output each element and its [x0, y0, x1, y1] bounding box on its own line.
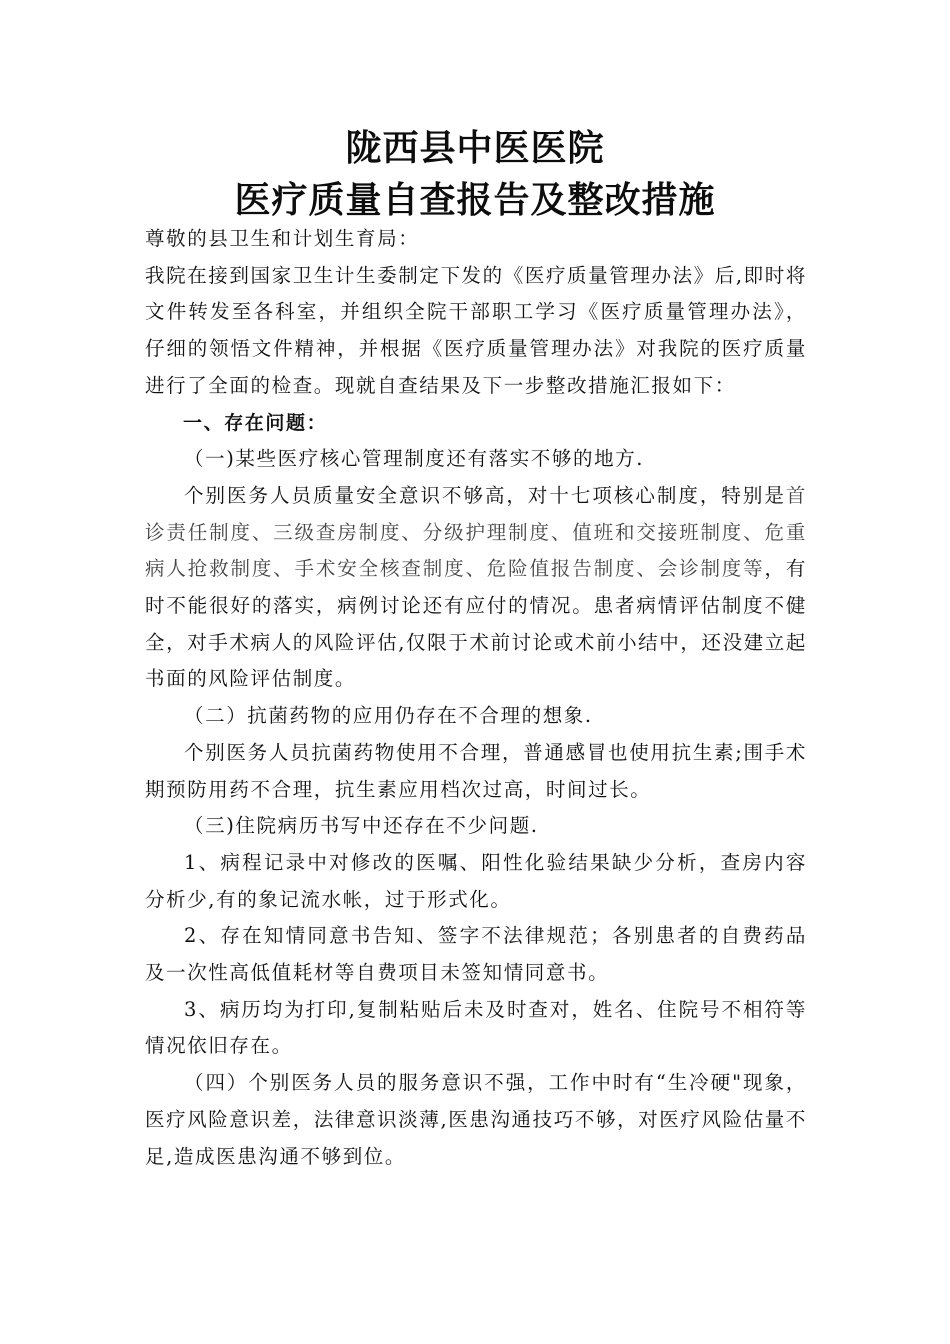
issue-2-paragraph: 个别医务人员抗菌药物使用不合理，普通感冒也使用抗生素;围手术期预防用药不合理，抗生素应用档次过高，时间过长。: [145, 740, 807, 801]
issue-3-item-3: 3、病历均为打印,复制粘贴后未及时查对，姓名、住院号不相符等情况依旧存在。: [145, 997, 807, 1058]
issue-1-heading: （一)某些医疗核心管理制度还有落实不够的地方.: [184, 447, 645, 471]
document-title: [0, 122, 950, 226]
issue-1-paragraph: [145, 478, 807, 698]
issue-3-item-1: 1、病程记录中对修改的医嘱、阳性化验结果缺少分析，查房内容分析少,有的象记流水帐，过于形式化。: [145, 850, 807, 911]
issue-1-text-c: ，有时不能很好的落实，病例讨论还有应付的情况。患者病情评估制度不健全，对手术病人的风险评估,仅限于术前讨论或术前小结中，还没建立起书面的风险评估制度。: [145, 557, 807, 691]
title-report-name: 医疗质量自查报告及整改措施: [234, 179, 716, 221]
intro-paragraph: 我院在接到国家卫生计生委制定下发的《医疗质量管理办法》后,即时将文件转发至各科室，并组织全院干部职工学习《医疗质量管理办法》，仔细的领悟文件精神，并根据《医疗质量管理办法》对我院的医疗质量进行了全面的检查。现就自查结果及下一步整改措施汇报如下：: [145, 263, 807, 397]
section-heading-problems: 一、存在问题：: [183, 411, 328, 434]
issue-1-text-a: 个别医务人员质量安全意识不够高，对十七项核心制度，特别是: [184, 483, 786, 507]
issue-3-heading: （三)住院病历书写中还存在不少问题.: [184, 814, 539, 838]
document-body: [145, 221, 807, 1175]
title-hospital-name: 陇西县中医医院: [345, 127, 605, 169]
issue-3-item-2: 2、存在知情同意书告知、签字不法律规范；各别患者的自费药品及一次性高低值耗材等自费项目未签知情同意书。: [145, 924, 807, 985]
issue-2-heading: （二）抗菌药物的应用仍存在不合理的想象.: [184, 704, 593, 728]
issue-1-system-list: 首诊责任制度、三级查房制度、分级护理制度、值班和交接班制度、危重病人抢救制度、手术安全核查制度、危险值报告制度、会诊制度等: [145, 483, 807, 581]
issue-4-paragraph: （四）个别医务人员的服务意识不强，工作中时有“生冷硬"现象，医疗风险意识差，法律意识淡薄,医患沟通技巧不够，对医疗风险估量不足,造成医患沟通不够到位。: [145, 1071, 807, 1168]
salutation: 尊敬的县卫生和计划生育局：: [145, 227, 420, 250]
